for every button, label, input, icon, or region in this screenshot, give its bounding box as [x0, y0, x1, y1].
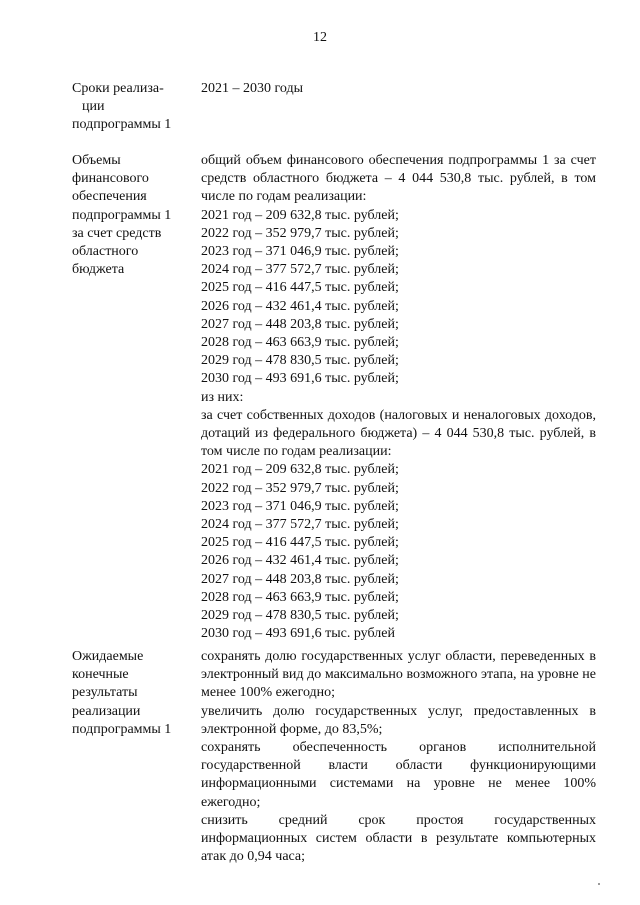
own-year-line: 2029 год – 478 830,5 тыс. рублей; — [201, 608, 399, 624]
scan-speck — [598, 883, 600, 885]
funding-year-line: 2026 год – 432 461,4 тыс. рублей; — [201, 298, 399, 314]
funding-own-revenue: за счет собственных доходов (налоговых и неналоговых доходов, дотаций из федерального бюджета) – 4 044 530,8 тыс. рублей, в том числе по годам реализации: — [201, 407, 596, 460]
funding-of-which: из них: — [201, 389, 244, 405]
results-label-line: реализации — [72, 703, 141, 719]
terms-value-text: 2021 – 2030 годы — [201, 81, 304, 96]
own-year-line: 2028 год – 463 663,9 тыс. рублей; — [201, 589, 399, 605]
funding-year-line: 2021 год – 209 632,8 тыс. рублей; — [201, 207, 399, 223]
funding-year-line: 2030 год – 493 691,6 тыс. рублей; — [201, 371, 399, 387]
own-year-line: 2024 год – 377 572,7 тыс. рублей; — [201, 517, 399, 533]
funding-year-line: 2029 год – 478 830,5 тыс. рублей; — [201, 353, 399, 369]
funding-label-line: за счет средств — [72, 225, 162, 241]
own-year-line: 2023 год – 371 046,9 тыс. рублей; — [201, 498, 399, 514]
terms-label-line: подпрограммы 1 — [72, 117, 172, 133]
terms-label-line: ции — [82, 99, 105, 115]
funding-label-line: подпрограммы 1 — [72, 207, 172, 223]
results-content — [201, 648, 596, 866]
result-item: снизить средний срок простоя государственных информационных систем области в результате компьютерных атак до 0,94 часа; — [201, 812, 596, 865]
result-item: сохранять обеспеченность органов исполнительной государственной власти области функционирующими информационными системами на уровне не менее 100% ежегодно; — [201, 740, 596, 810]
funding-year-line: 2022 год – 352 979,7 тыс. рублей; — [201, 225, 399, 241]
results-label-line: Ожидаемые — [72, 649, 144, 664]
funding-label-line: областного — [72, 244, 139, 260]
funding-year-line: 2023 год – 371 046,9 тыс. рублей; — [201, 244, 399, 260]
funding-label-line: обеспечения — [72, 189, 147, 205]
results-label-line: конечные — [72, 667, 129, 683]
terms-label-line: Сроки реализа- — [72, 81, 164, 96]
own-year-line: 2025 год – 416 447,5 тыс. рублей; — [201, 535, 399, 551]
funding-intro: общий объем финансового обеспечения подпрограммы 1 за счет средств областного бюджета – 4 044 530,8 тыс. рублей, в том числе по годам реализации: — [201, 153, 596, 205]
own-year-line: 2030 год – 493 691,6 тыс. рублей — [201, 626, 395, 642]
result-item: увеличить долю государственных услуг, предоставленных в электронной форме, до 83,5%; — [201, 703, 596, 737]
funding-year-line: 2028 год – 463 663,9 тыс. рублей; — [201, 335, 399, 351]
own-year-line: 2026 год – 432 461,4 тыс. рублей; — [201, 553, 399, 569]
page-number: 12 — [313, 30, 327, 45]
funding-year-line: 2024 год – 377 572,7 тыс. рублей; — [201, 262, 399, 278]
own-year-line: 2022 год – 352 979,7 тыс. рублей; — [201, 480, 399, 496]
terms-label — [72, 80, 184, 135]
results-label-line: результаты — [72, 685, 138, 701]
funding-year-line: 2025 год – 416 447,5 тыс. рублей; — [201, 280, 399, 296]
funding-label-line: финансового — [72, 171, 149, 187]
funding-label-line: бюджета — [72, 262, 125, 278]
results-label — [72, 648, 184, 739]
results-label-line: подпрограммы 1 — [72, 721, 172, 737]
funding-year-line: 2027 год – 448 203,8 тыс. рублей; — [201, 316, 399, 332]
funding-label-line: Объемы — [72, 153, 121, 168]
own-year-line: 2027 год – 448 203,8 тыс. рублей; — [201, 571, 399, 587]
funding-content — [201, 152, 596, 643]
funding-label — [72, 152, 184, 279]
own-year-line: 2021 год – 209 632,8 тыс. рублей; — [201, 462, 399, 478]
terms-value — [201, 80, 596, 98]
result-item: сохранять долю государственных услуг области, переведенных в электронный вид до максимально возможного этапа, на уровне не менее 100% ежегодно; — [201, 649, 596, 701]
